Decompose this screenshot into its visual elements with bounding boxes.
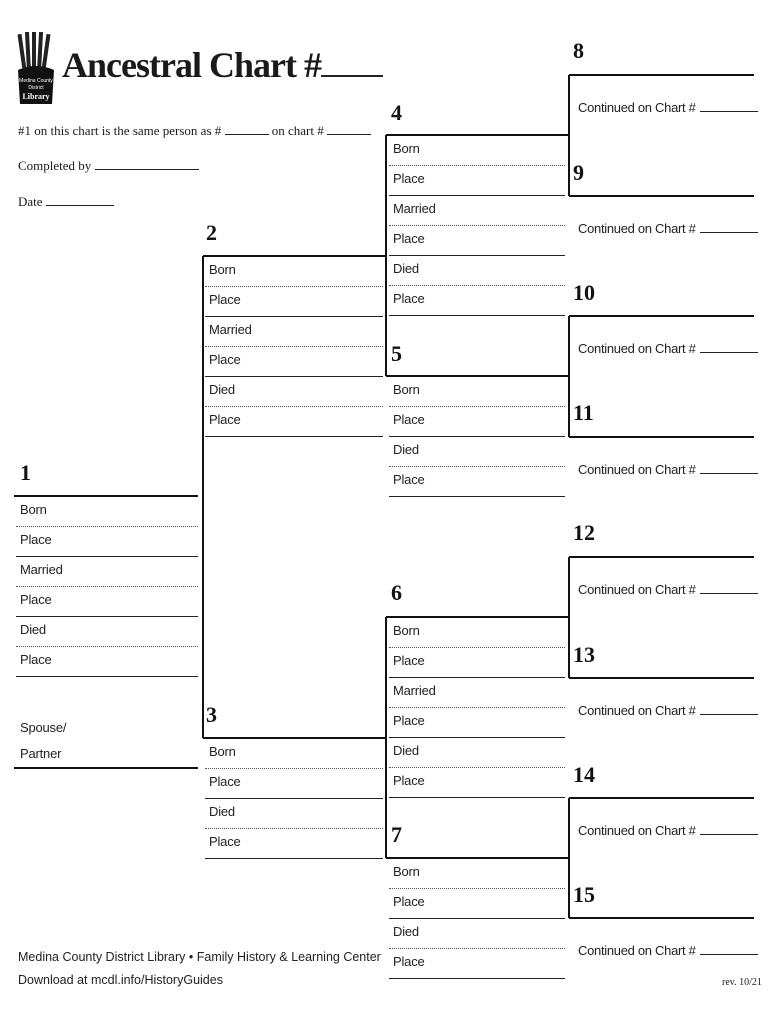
- revision-label: rev. 10/21: [722, 977, 762, 988]
- continued-on-chart: [578, 703, 758, 718]
- field-divider: [205, 828, 383, 829]
- chart-number-blank[interactable]: [700, 714, 758, 715]
- field-died[interactable]: Died: [393, 743, 419, 758]
- same-person-line: #1 on this chart is the same person as # on chart #: [18, 123, 371, 139]
- completed-by-line: Completed by: [18, 158, 199, 174]
- field-divider: [389, 165, 565, 166]
- field-divider: [389, 466, 565, 467]
- field-divider: [16, 586, 198, 587]
- person-number: 10: [573, 280, 595, 305]
- field-line: [205, 798, 383, 799]
- connector-14-15: [568, 798, 570, 918]
- field-line: [389, 677, 565, 678]
- field-born[interactable]: Born: [209, 744, 236, 759]
- field-divider: [16, 646, 198, 647]
- field-place[interactable]: Place: [393, 472, 425, 487]
- person-13-name-line: [569, 677, 754, 679]
- field-line: [389, 496, 565, 497]
- chart-number-blank[interactable]: [700, 473, 758, 474]
- field-place[interactable]: Place: [209, 412, 241, 427]
- field-born[interactable]: Born: [393, 864, 420, 879]
- connector-8-9: [568, 75, 570, 196]
- field-divider: [389, 948, 565, 949]
- connector-12-13: [568, 557, 570, 678]
- person-number: 13: [573, 642, 595, 667]
- continued-label: Continued on Chart #: [578, 221, 696, 236]
- date-line: Date: [18, 194, 114, 210]
- person-number: 14: [573, 762, 595, 787]
- field-line: [205, 376, 383, 377]
- connector-10-11: [568, 316, 570, 437]
- svg-text:District: District: [28, 85, 44, 91]
- field-line: [389, 315, 565, 316]
- person-10-name-line: [569, 315, 754, 317]
- field-place[interactable]: Place: [393, 954, 425, 969]
- continued-label: Continued on Chart #: [578, 703, 696, 718]
- field-line: [389, 195, 565, 196]
- field-divider: [205, 768, 383, 769]
- field-line: [205, 436, 383, 437]
- footer-download: Download at mcdl.info/HistoryGuides: [18, 973, 223, 987]
- svg-text:Medina County: Medina County: [19, 78, 53, 84]
- person-12-name-line: [569, 556, 754, 558]
- field-married[interactable]: Married: [20, 562, 63, 577]
- field-place[interactable]: Place: [209, 834, 241, 849]
- field-line: [16, 676, 198, 677]
- field-line: [389, 737, 565, 738]
- person-number: 3: [206, 702, 217, 727]
- field-line: [16, 556, 198, 557]
- person-6-name-line: [386, 616, 570, 618]
- field-place[interactable]: Place: [209, 292, 241, 307]
- field-died[interactable]: Died: [20, 622, 46, 637]
- person-4-name-line: [386, 134, 570, 136]
- person-number: 4: [391, 100, 402, 125]
- field-born[interactable]: Born: [393, 382, 420, 397]
- field-place[interactable]: Place: [209, 352, 241, 367]
- chart-number-blank[interactable]: [700, 834, 758, 835]
- chart-number-blank[interactable]: [700, 111, 758, 112]
- field-divider: [389, 767, 565, 768]
- field-place[interactable]: Place: [393, 713, 425, 728]
- chart-number-blank[interactable]: [700, 352, 758, 353]
- field-born[interactable]: Born: [20, 502, 47, 517]
- field-line: [389, 436, 565, 437]
- field-died[interactable]: Died: [393, 442, 419, 457]
- page-title: Ancestral Chart #: [62, 44, 383, 86]
- field-died[interactable]: Died: [393, 261, 419, 276]
- continued-on-chart: [578, 582, 758, 597]
- field-place[interactable]: Place: [209, 774, 241, 789]
- person-8-name-line: [569, 74, 754, 76]
- continued-label: Continued on Chart #: [578, 823, 696, 838]
- partner-label[interactable]: Partner: [20, 746, 62, 761]
- field-line: [389, 255, 565, 256]
- footer-library: Medina County District Library • Family History & Learning Center: [18, 950, 381, 964]
- field-line: [16, 616, 198, 617]
- field-died[interactable]: Died: [393, 924, 419, 939]
- person-2-name-line: [203, 255, 387, 257]
- field-died[interactable]: Died: [209, 804, 235, 819]
- field-divider: [205, 406, 383, 407]
- field-divider: [389, 406, 565, 407]
- field-divider: [205, 346, 383, 347]
- chart-number-blank[interactable]: [700, 593, 758, 594]
- continued-on-chart: [578, 100, 758, 115]
- field-line: [205, 858, 383, 859]
- svg-text:Library: Library: [22, 92, 50, 101]
- person-9-name-line: [569, 195, 754, 197]
- field-divider: [205, 286, 383, 287]
- field-married[interactable]: Married: [209, 322, 252, 337]
- person-number: 1: [20, 460, 31, 485]
- person-number: 15: [573, 882, 595, 907]
- person-5-name-line: [386, 375, 570, 377]
- person-number: 11: [573, 400, 594, 425]
- field-divider: [389, 225, 565, 226]
- person-number: 8: [573, 38, 584, 63]
- person-7-name-line: [386, 857, 570, 859]
- field-divider: [389, 707, 565, 708]
- continued-on-chart: [578, 823, 758, 838]
- spouse-label[interactable]: Spouse/: [20, 720, 67, 735]
- person-14-name-line: [569, 797, 754, 799]
- person-11-name-line: [569, 436, 754, 438]
- field-died[interactable]: Died: [209, 382, 235, 397]
- continued-label: Continued on Chart #: [578, 100, 696, 115]
- continued-label: Continued on Chart #: [578, 943, 696, 958]
- field-place[interactable]: Place: [393, 653, 425, 668]
- field-divider: [16, 526, 198, 527]
- continued-on-chart: [578, 221, 758, 236]
- continued-on-chart: [578, 943, 758, 958]
- field-divider: [389, 285, 565, 286]
- continued-on-chart: [578, 462, 758, 477]
- person-number: 6: [391, 580, 402, 605]
- field-line: [389, 797, 565, 798]
- field-line: [389, 918, 565, 919]
- person-15-name-line: [569, 917, 754, 919]
- field-born[interactable]: Born: [393, 623, 420, 638]
- chart-number-blank[interactable]: [700, 232, 758, 233]
- continued-label: Continued on Chart #: [578, 582, 696, 597]
- person-number: 5: [391, 341, 402, 366]
- field-place[interactable]: Place: [20, 592, 52, 607]
- library-logo: [14, 32, 58, 106]
- field-place[interactable]: Place: [393, 773, 425, 788]
- field-line: [389, 978, 565, 979]
- chart-number-blank[interactable]: [700, 954, 758, 955]
- person-number: 9: [573, 160, 584, 185]
- field-born[interactable]: Born: [393, 141, 420, 156]
- spouse-name-line: [14, 767, 198, 769]
- field-divider: [389, 888, 565, 889]
- person-3-name-line: [203, 737, 387, 739]
- field-place[interactable]: Place: [20, 532, 52, 547]
- field-place[interactable]: Place: [393, 171, 425, 186]
- person-number: 7: [391, 822, 402, 847]
- field-married[interactable]: Married: [393, 683, 436, 698]
- field-place[interactable]: Place: [393, 894, 425, 909]
- field-divider: [389, 647, 565, 648]
- connector-6-7: [385, 617, 387, 858]
- field-place[interactable]: Place: [393, 231, 425, 246]
- field-place[interactable]: Place: [393, 412, 425, 427]
- field-line: [205, 316, 383, 317]
- connector-2-3: [202, 256, 204, 738]
- person-number: 2: [206, 220, 217, 245]
- person-number: 12: [573, 520, 595, 545]
- field-place[interactable]: Place: [20, 652, 52, 667]
- continued-on-chart: [578, 341, 758, 356]
- field-born[interactable]: Born: [209, 262, 236, 277]
- field-place[interactable]: Place: [393, 291, 425, 306]
- connector-4-5: [385, 135, 387, 376]
- continued-label: Continued on Chart #: [578, 462, 696, 477]
- field-married[interactable]: Married: [393, 201, 436, 216]
- continued-label: Continued on Chart #: [578, 341, 696, 356]
- person-1-name-line: [14, 495, 198, 497]
